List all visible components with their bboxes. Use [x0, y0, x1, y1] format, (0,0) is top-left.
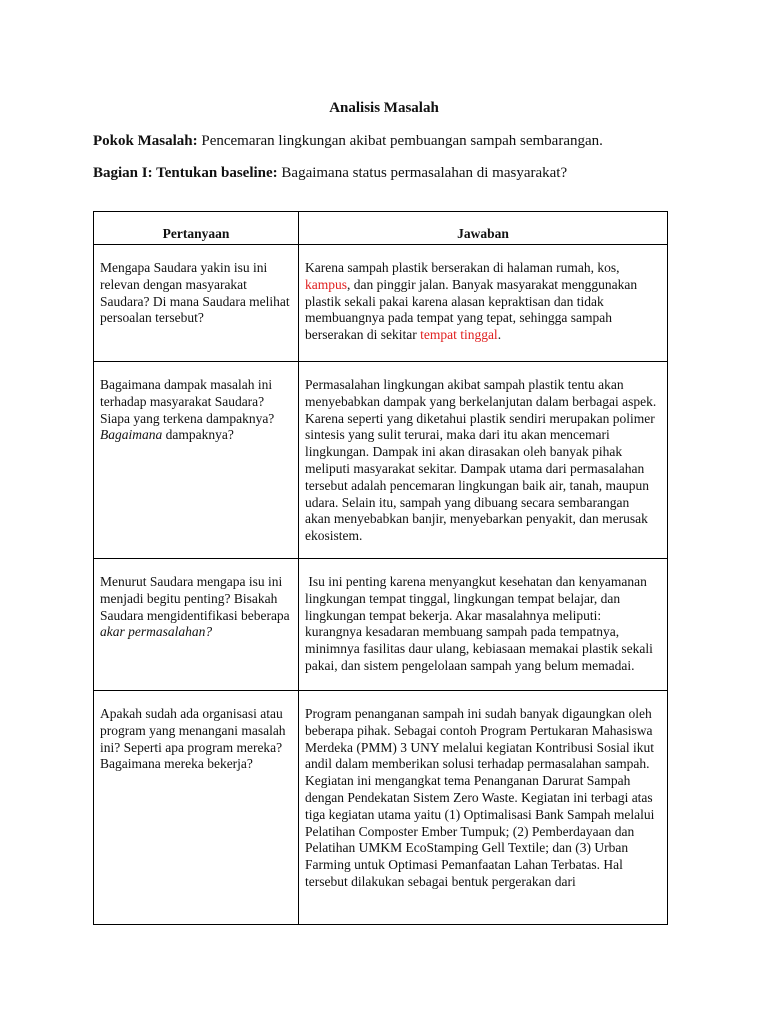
question-text: Bagaimana dampak masalah ini terhadap masyarakat Saudara? Siapa yang terkena dampaknya? Bagaimana dampaknya? — [100, 377, 275, 443]
pokok-masalah-label: Pokok Masalah: — [93, 133, 198, 149]
answer-cell — [299, 691, 668, 925]
table-row — [94, 559, 668, 691]
answer-text: Karena sampah plastik berserakan di halaman rumah, kos, kampus, dan pinggir jalan. Banyak masyarakat menggunakan plastik sekali pakai karena alasan kepraktisan dan tidak membuangnya pada tempat yang tepat, sehingga sampah berserakan di sekitar tempat tinggal. — [305, 260, 638, 343]
answer-cell — [299, 559, 668, 691]
table-row — [94, 691, 668, 925]
answer-cell — [299, 362, 668, 559]
header-pertanyaan: Pertanyaan — [94, 212, 299, 245]
answer-text: Isu ini penting karena menyangkut kesehatan dan kenyamanan lingkungan tempat tinggal, lingkungan tempat belajar, dan lingkungan tempat bekerja. Akar masalahnya meliputi: kurangnya kesadaran membuang sampah pada tempatnya, minimnya fasilitas daur ulang, kebiasaan memakai plastik sekali pakai, dan sistem pengelolaan sampah yang belum memadai. — [305, 574, 657, 673]
bagian-text: Bagaimana status permasalahan di masyarakat? — [277, 165, 568, 181]
pokok-masalah-text: Pencemaran lingkungan akibat pembuangan sampah sembarangan. — [197, 133, 603, 149]
question-cell — [94, 559, 299, 691]
question-cell — [94, 245, 299, 362]
question-text: Apakah sudah ada organisasi atau program yang menangani masalah ini? Seperti apa program mereka? Bagaimana mereka bekerja? — [100, 706, 286, 772]
table-row — [94, 362, 668, 559]
question-cell — [94, 691, 299, 925]
bagian-line — [93, 165, 567, 182]
answer-cell — [299, 245, 668, 362]
question-text: Mengapa Saudara yakin isu ini relevan dengan masyarakat Saudara? Di mana Saudara melihat persoalan tersebut? — [100, 260, 290, 326]
answer-text: Permasalahan lingkungan akibat sampah plastik tentu akan menyebabkan dampak yang berkelanjutan dalam berbagai aspek. Karena seperti yang diketahui plastik sendiri merupakan polimer sintesis yang sulit terurai, maka dari itu akan mencemari lingkungan. Dampak ini akan dirasakan oleh banyak pihak meliputi masyarakat sekitar. Dampak utama dari permasalahan tersebut adalah pencemaran lingkungan baik air, tanah, maupun udara. Selain itu, sampah yang dibuang secara sembarangan akan menyebabkan banjir, menyebarkan penyakit, dan merusak ekosistem. — [305, 377, 657, 544]
pokok-masalah-line — [93, 133, 603, 150]
analysis-table — [93, 211, 668, 925]
page-title: Analisis Masalah — [329, 100, 439, 116]
highlight-tempat-tinggal: tempat tinggal — [420, 327, 498, 343]
bagian-label: Bagian I: Tentukan baseline: — [93, 165, 278, 181]
question-text: Menurut Saudara mengapa isu ini menjadi begitu penting? Bisakah Saudara mengidentifikasi beberapa akar permasalahan? — [100, 574, 290, 640]
answer-text: Program penanganan sampah ini sudah banyak digaungkan oleh beberapa pihak. Sebagai contoh Program Pertukaran Mahasiswa Merdeka (PMM) 3 UNY melalui kegiatan Kontribusi Sosial ikut andil dalam memberikan solusi terhadap permasalahan sampah. Kegiatan ini mengangkat tema Penanganan Darurat Sampah dengan Pendekatan Sistem Zero Waste. Kegiatan ini terbagi atas tiga kegiatan utama yaitu (1) Optimalisasi Bank Sampah melalui Pelatihan Composter Ember Tumpuk; (2) Pemberdayaan dan Pelatihan UMKM EcoStamping Gell Textile; dan (3) Urban Farming untuk Optimasi Pemanfaatan Lahan Terbatas. Hal tersebut dilakukan sebagai bentuk pergerakan dari — [305, 706, 655, 889]
table-row — [94, 245, 668, 362]
table-header-row — [94, 212, 668, 245]
question-cell — [94, 362, 299, 559]
highlight-kampus: kampus — [305, 276, 347, 292]
header-jawaban: Jawaban — [299, 212, 668, 245]
